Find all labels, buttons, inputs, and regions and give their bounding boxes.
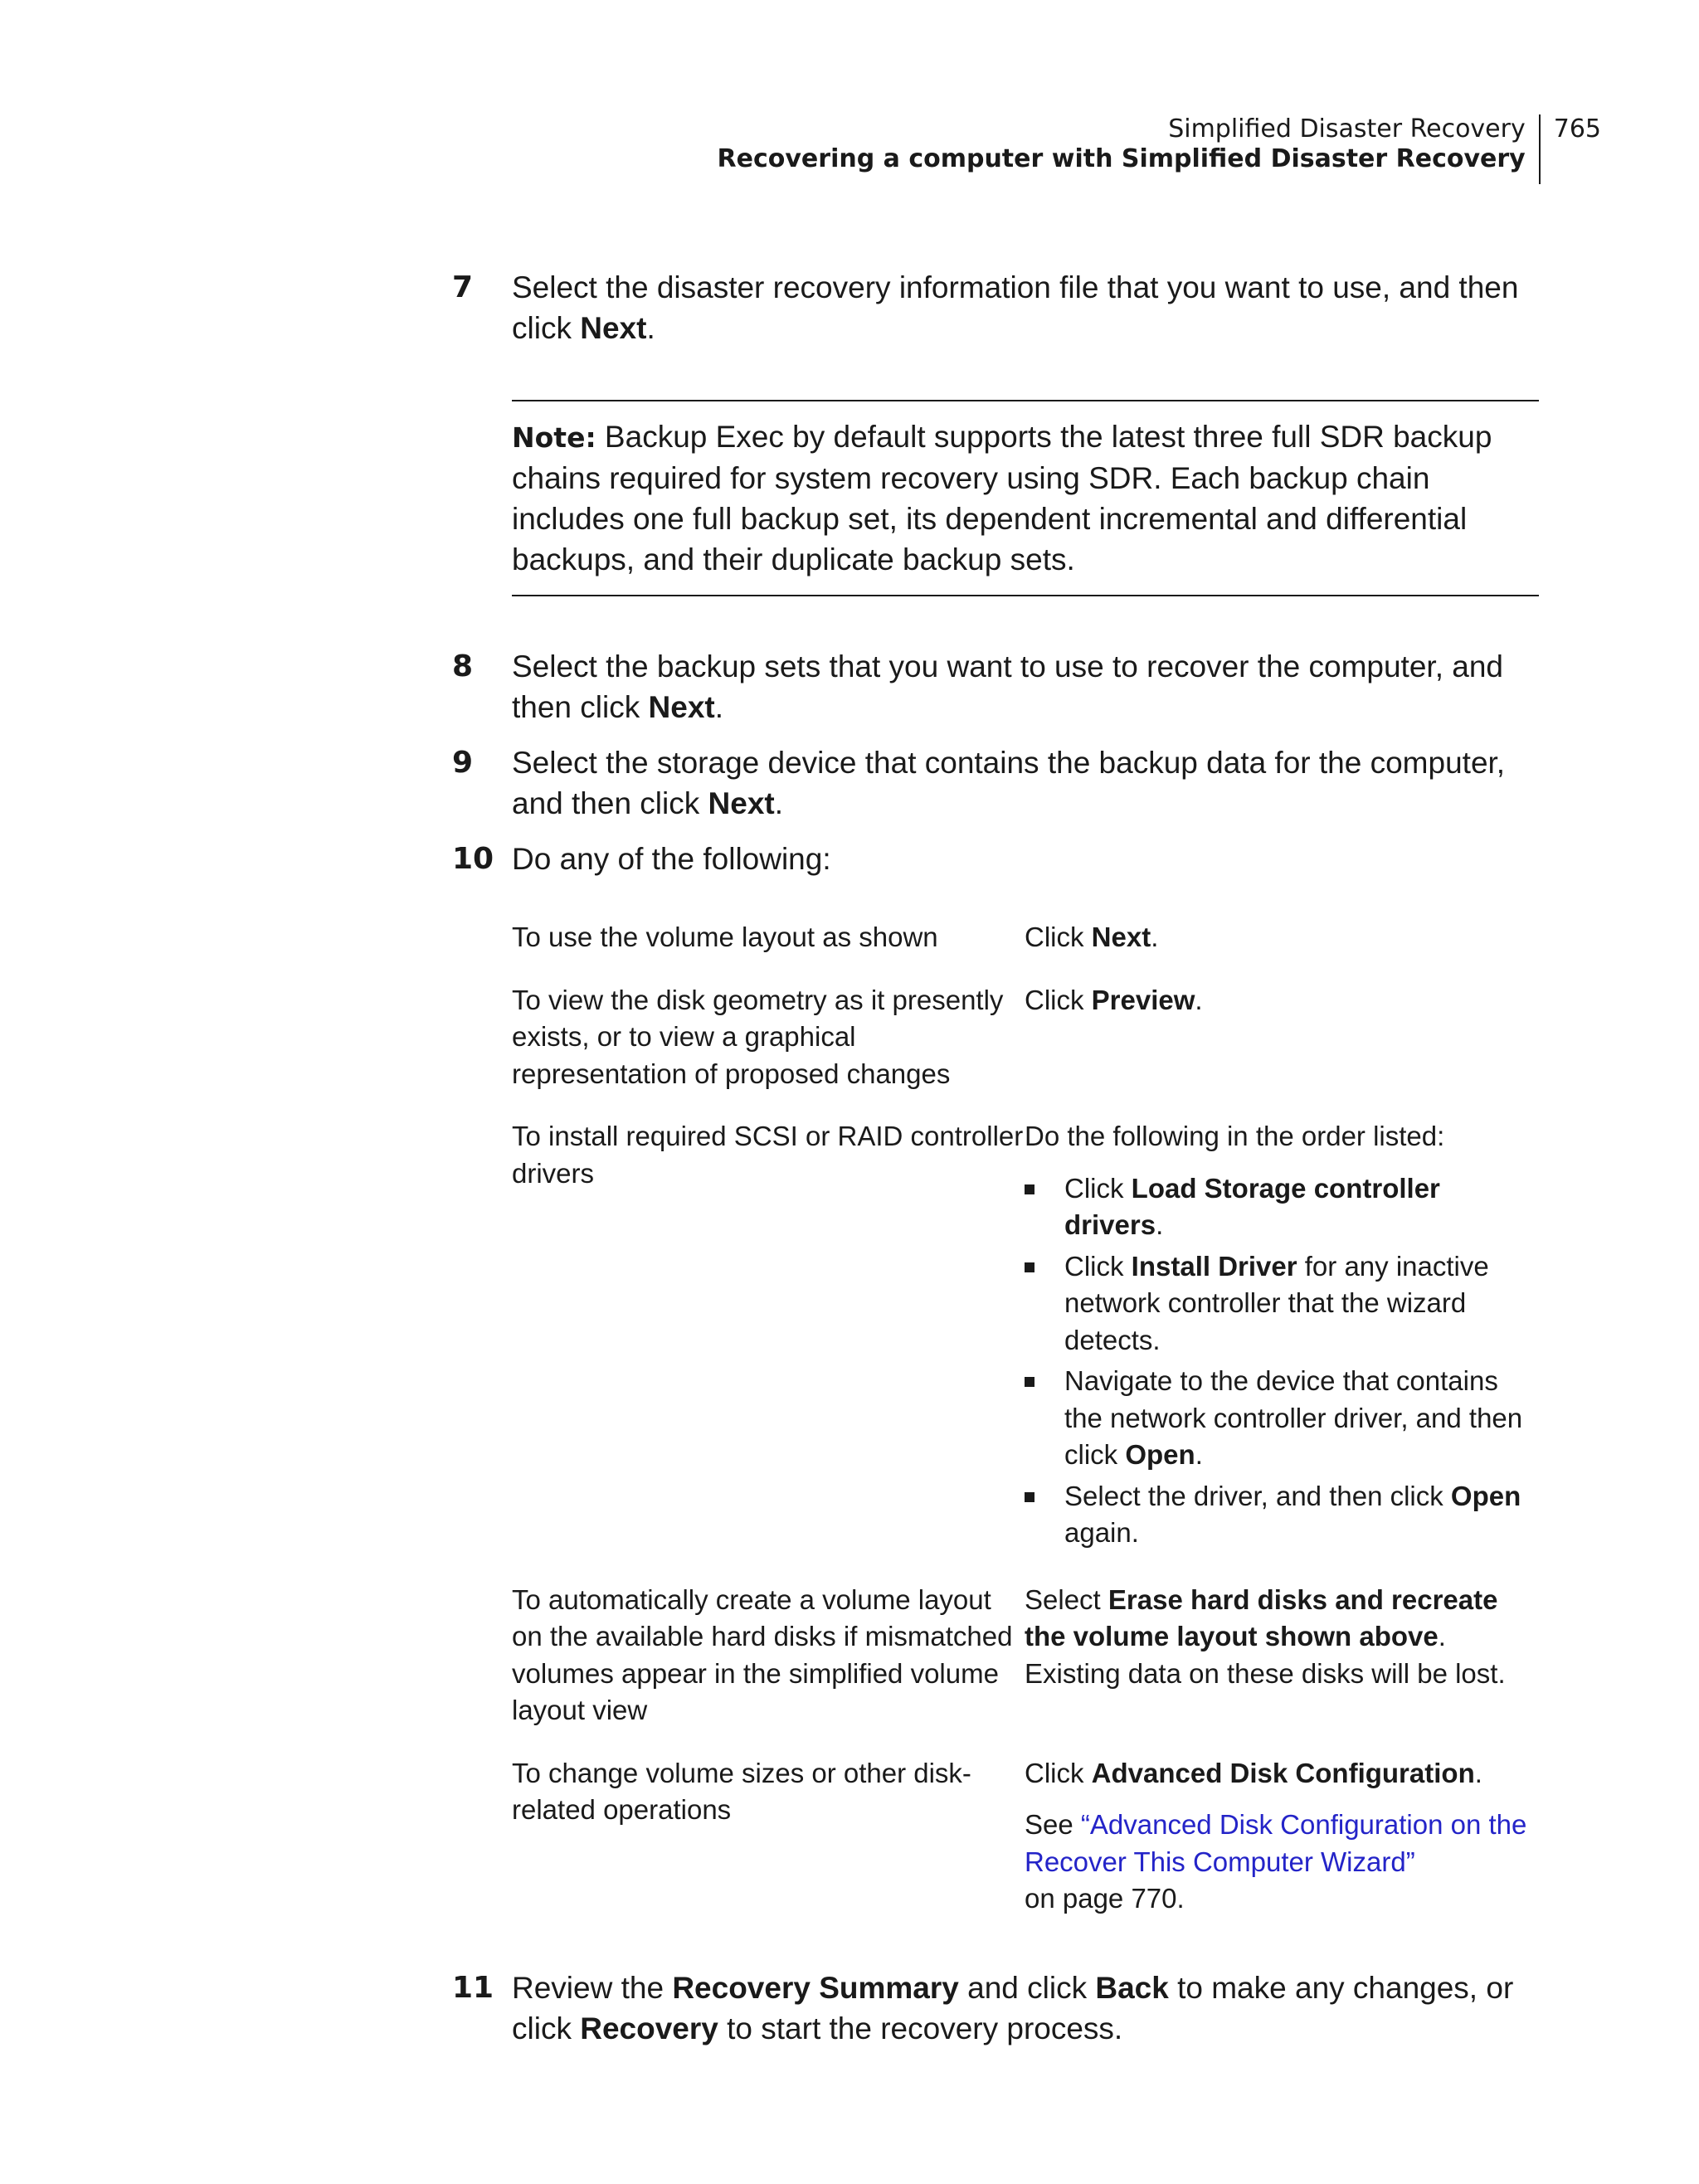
step-text-part: Select the storage device that contains the backup data for the computer, and then click <box>512 746 1506 820</box>
step-text-part: . <box>714 690 723 724</box>
action-text-line <box>1025 1755 1539 1792</box>
cross-reference-link[interactable]: “Advanced Disk Configuration on the Recover This Computer Wizard” <box>1025 1809 1527 1877</box>
ui-label: Erase hard disks and recreate the volume layout shown above <box>1025 1583 1498 1651</box>
step-text-part: Review the <box>512 1970 673 2005</box>
bullet-text: again. <box>1064 1517 1139 1548</box>
header-titles <box>718 114 1541 184</box>
bullet-text: Select the driver, and then click <box>1064 1480 1451 1511</box>
ui-label: Advanced Disk Configuration <box>1091 1757 1475 1788</box>
option-row <box>512 919 1539 956</box>
action-text: . <box>1151 922 1159 952</box>
bullet-item <box>1025 1248 1539 1360</box>
step-text-part: to start the recovery process. <box>718 2011 1123 2045</box>
option-action <box>1025 1755 1539 1918</box>
action-intro: Do the following in the order listed: <box>1025 1121 1445 1151</box>
step-text <box>512 646 1539 727</box>
note-text: Backup Exec by default supports the latest three full SDR backup chains required for system recovery using SDR. Each backup chain includes one full backup set, its dependent incremental and differential backups, and their duplicate backup sets. <box>512 420 1492 576</box>
step-text <box>512 1968 1539 2049</box>
see-text: See <box>1025 1809 1081 1840</box>
option-action <box>1025 919 1539 956</box>
action-text: . Existing data on these disks will be lost. <box>1025 1621 1506 1689</box>
bullet-item <box>1025 1478 1539 1552</box>
ui-label: Open <box>1450 1480 1521 1511</box>
see-page-text: on page 770. <box>1025 1883 1185 1914</box>
bullet-text: Click <box>1064 1172 1132 1204</box>
running-header <box>718 114 1601 184</box>
step-text: Do any of the following: <box>512 842 831 876</box>
option-row <box>512 982 1539 1093</box>
page-content <box>452 267 1539 2049</box>
option-action <box>1025 1582 1539 1693</box>
option-row <box>512 1755 1539 1918</box>
ui-label-back: Back <box>1095 1970 1169 2005</box>
action-text: Select <box>1025 1583 1108 1615</box>
option-condition: To view the disk geometry as it presently exists, or to view a graphical representation of proposed changes <box>512 984 1004 1089</box>
step-number: 9 <box>452 746 474 780</box>
bullet-text: . <box>1195 1439 1203 1470</box>
option-condition: To automatically create a volume layout on the available hard disks if mismatched volumes appear in the simplified volume layout view <box>512 1583 1013 1725</box>
step-text-part: . <box>646 311 655 345</box>
square-bullet-icon <box>1025 1377 1034 1387</box>
step-10 <box>452 839 1539 879</box>
step-11 <box>452 1968 1539 2049</box>
option-condition: To change volume sizes or other disk-related operations <box>512 1757 971 1825</box>
page-number: 765 <box>1553 114 1601 143</box>
bullet-text: Click <box>1064 1250 1132 1282</box>
step-8 <box>452 646 1539 727</box>
option-condition: To install required SCSI or RAID controller drivers <box>512 1121 1024 1189</box>
option-condition: To use the volume layout as shown <box>512 922 938 952</box>
ui-label-next: Next <box>580 311 647 345</box>
option-row <box>512 1118 1539 1556</box>
step-text-part: Select the backup sets that you want to use to recover the computer, and then click <box>512 649 1503 724</box>
bullet-item <box>1025 1363 1539 1474</box>
step-7 <box>452 267 1539 348</box>
ui-label: Open <box>1125 1439 1195 1470</box>
ui-label-next: Next <box>648 690 715 724</box>
action-text: Click <box>1025 984 1092 1015</box>
option-action <box>1025 982 1539 1019</box>
step-text <box>512 267 1539 348</box>
action-text: Click <box>1025 922 1092 952</box>
options-table <box>512 919 1539 1918</box>
bullet-item <box>1025 1170 1539 1244</box>
header-chapter-title: Simplified Disaster Recovery <box>1168 114 1526 143</box>
step-text-part: to make any changes, or click <box>512 1970 1514 2045</box>
ui-label-next: Next <box>708 786 775 820</box>
step-number: 8 <box>452 649 474 683</box>
bullet-text: . <box>1156 1209 1164 1240</box>
option-action <box>1025 1118 1539 1556</box>
step-text-part: and click <box>958 1970 1096 2005</box>
square-bullet-icon <box>1025 1184 1034 1194</box>
step-number: 10 <box>452 842 494 876</box>
option-row <box>512 1582 1539 1729</box>
note-box <box>512 400 1539 596</box>
header-section-title: Recovering a computer with Simplified Disaster Recovery <box>717 144 1526 173</box>
cross-reference <box>1025 1807 1539 1918</box>
ui-label-recovery-summary: Recovery Summary <box>672 1970 959 2005</box>
step-number: 7 <box>452 270 474 304</box>
ui-label: Load Storage controller drivers <box>1064 1172 1440 1240</box>
action-bullet-list <box>1025 1170 1539 1552</box>
action-text: . <box>1195 984 1203 1015</box>
action-text: . <box>1474 1757 1482 1788</box>
step-text-part: . <box>774 786 784 820</box>
bullet-text: for any inactive network controller that the wizard detects. <box>1064 1250 1489 1355</box>
square-bullet-icon <box>1025 1492 1034 1502</box>
ui-label: Install Driver <box>1131 1250 1297 1282</box>
ui-label-recovery: Recovery <box>580 2011 718 2045</box>
step-9 <box>452 742 1539 824</box>
step-text-part: Select the disaster recovery information file that you want to use, and then click <box>512 270 1519 345</box>
action-text: Click <box>1025 1757 1092 1788</box>
step-text <box>512 742 1539 824</box>
step-number: 11 <box>452 1970 494 2005</box>
note-label: Note: <box>512 421 596 454</box>
ui-label: Next <box>1091 922 1151 952</box>
square-bullet-icon <box>1025 1262 1034 1272</box>
bullet-text: Navigate to the device that contains the network controller driver, and then click <box>1064 1365 1523 1470</box>
ui-label: Preview <box>1091 984 1195 1015</box>
